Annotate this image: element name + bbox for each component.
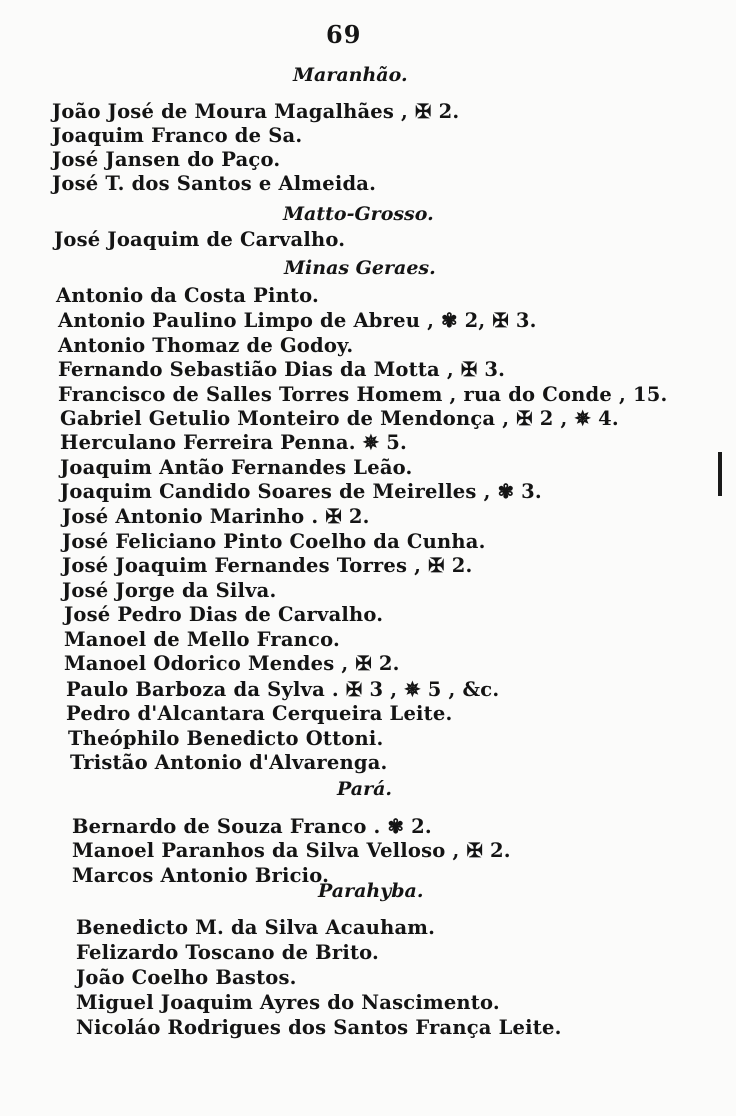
section-heading: Matto-Grosso. xyxy=(283,203,434,225)
member-name: Felizardo Toscano de Brito. xyxy=(76,941,380,964)
entry-line xyxy=(56,284,319,307)
honor-level: 3. xyxy=(477,358,506,381)
entry-line xyxy=(52,172,376,195)
cross-icon: ✠ xyxy=(460,358,478,381)
entry-line xyxy=(64,628,340,651)
member-name: Francisco de Salles Torres Homem , rua do Conde , 15. xyxy=(58,383,668,406)
member-name: Pedro d'Alcantara Cerqueira Leite. xyxy=(66,702,453,725)
honor-level: 2. xyxy=(371,652,400,675)
entry-line xyxy=(76,941,379,964)
entry-line xyxy=(60,480,542,503)
entry-line xyxy=(72,864,329,887)
entry-line xyxy=(62,530,486,553)
honor-level: 2. xyxy=(431,100,460,123)
entry-line xyxy=(58,358,505,381)
member-name: Manoel Odorico Mendes , xyxy=(64,652,349,675)
member-name: José Antonio Marinho . xyxy=(62,505,319,528)
page-number: 69 xyxy=(326,20,362,49)
star-icon: ✵ xyxy=(574,407,592,430)
honor-level: 2, xyxy=(457,309,486,332)
entry-line xyxy=(76,1016,562,1039)
member-name: José Feliciano Pinto Coelho da Cunha. xyxy=(62,530,486,553)
honor-level: 2. xyxy=(404,815,432,838)
member-name: José Joaquim de Carvalho. xyxy=(54,228,346,251)
entry-line xyxy=(70,751,388,774)
member-name: João José de Moura Magalhães , xyxy=(52,100,409,123)
entry-line xyxy=(72,815,432,838)
member-name: Marcos Antonio Bricio. xyxy=(72,864,330,887)
entry-line xyxy=(58,309,537,332)
member-name: Bernardo de Souza Franco . xyxy=(72,815,381,838)
rose-icon: ✾ xyxy=(387,815,405,838)
entry-line xyxy=(66,678,499,701)
cross-icon: ✠ xyxy=(466,839,484,862)
section-heading: Parahyba. xyxy=(318,880,424,902)
cross-icon: ✠ xyxy=(345,678,363,701)
member-name: Tristão Antonio d'Alvarenga. xyxy=(70,751,388,774)
member-name: Joaquim Candido Soares de Meirelles , xyxy=(60,480,491,503)
cross-icon: ✠ xyxy=(428,554,445,577)
member-name: Antonio Paulino Limpo de Abreu , xyxy=(58,309,435,332)
entry-line xyxy=(58,383,667,406)
entry-line xyxy=(58,334,353,357)
member-name: João Coelho Bastos. xyxy=(76,966,297,989)
member-name: Antonio Thomaz de Godoy. xyxy=(58,334,354,357)
member-name: Manoel Paranhos da Silva Velloso , xyxy=(72,839,460,862)
member-name: Antonio da Costa Pinto. xyxy=(56,284,320,307)
member-name: Joaquim Antão Fernandes Leão. xyxy=(60,456,413,479)
entry-line xyxy=(60,431,407,454)
member-name: Fernando Sebastião Dias da Motta , xyxy=(58,358,454,381)
star-icon: ✵ xyxy=(362,431,380,454)
honor-level: 2 , xyxy=(532,407,568,430)
member-name: José T. dos Santos e Almeida. xyxy=(52,172,377,195)
honor-level: 3 , xyxy=(362,678,398,701)
section-heading: Pará. xyxy=(337,778,393,800)
member-name: José Pedro Dias de Carvalho. xyxy=(64,603,384,626)
honor-level: 2. xyxy=(444,554,473,577)
honor-level: 5 , &c. xyxy=(420,678,500,701)
entry-line xyxy=(64,603,383,626)
honor-level: 2. xyxy=(341,505,370,528)
member-name: José Jorge da Silva. xyxy=(62,579,277,602)
rose-icon: ✾ xyxy=(497,480,515,503)
member-name: Joaquim Franco de Sa. xyxy=(52,124,303,147)
honor-level: 3. xyxy=(514,480,542,503)
entry-line xyxy=(66,702,452,725)
cross-icon: ✠ xyxy=(492,309,509,332)
member-name: Theóphilo Benedicto Ottoni. xyxy=(68,727,384,750)
member-name: Paulo Barboza da Sylva . xyxy=(66,678,339,701)
entry-line xyxy=(62,579,276,602)
member-name: Benedicto M. da Silva Acauham. xyxy=(76,916,436,939)
honor-level: 4. xyxy=(591,407,619,430)
entry-line xyxy=(62,505,370,528)
member-name: Gabriel Getulio Monteiro de Mendonça , xyxy=(60,407,510,430)
entry-line xyxy=(54,228,345,251)
member-name: Manoel de Mello Franco. xyxy=(64,628,340,651)
section-heading: Maranhão. xyxy=(293,64,408,86)
honor-level: 3. xyxy=(508,309,537,332)
entry-line xyxy=(76,966,297,989)
entry-line xyxy=(68,727,384,750)
entry-line xyxy=(52,124,302,147)
entry-line xyxy=(64,652,400,675)
entry-line xyxy=(60,407,619,430)
cross-icon: ✠ xyxy=(325,505,342,528)
star-icon: ✵ xyxy=(404,678,421,701)
cross-icon: ✠ xyxy=(516,407,533,430)
member-name: Herculano Ferreira Penna. xyxy=(60,431,356,454)
member-name: Miguel Joaquim Ayres do Nascimento. xyxy=(76,991,500,1014)
entry-line xyxy=(76,916,435,939)
entry-line xyxy=(76,991,500,1014)
cross-icon: ✠ xyxy=(355,652,372,675)
honor-level: 2. xyxy=(483,839,511,862)
member-name: Nicoláo Rodrigues dos Santos França Leite. xyxy=(76,1016,562,1039)
cross-icon: ✠ xyxy=(415,100,432,123)
rose-icon: ✾ xyxy=(441,309,458,332)
entry-line xyxy=(62,554,472,577)
entry-line xyxy=(60,456,413,479)
entry-line xyxy=(52,148,280,171)
member-name: José Jansen do Paço. xyxy=(52,148,281,171)
entry-line xyxy=(52,100,459,123)
margin-mark xyxy=(718,452,722,496)
entry-line xyxy=(72,839,511,862)
section-heading: Minas Geraes. xyxy=(284,257,436,279)
honor-level: 5. xyxy=(379,431,408,454)
member-name: José Joaquim Fernandes Torres , xyxy=(62,554,422,577)
